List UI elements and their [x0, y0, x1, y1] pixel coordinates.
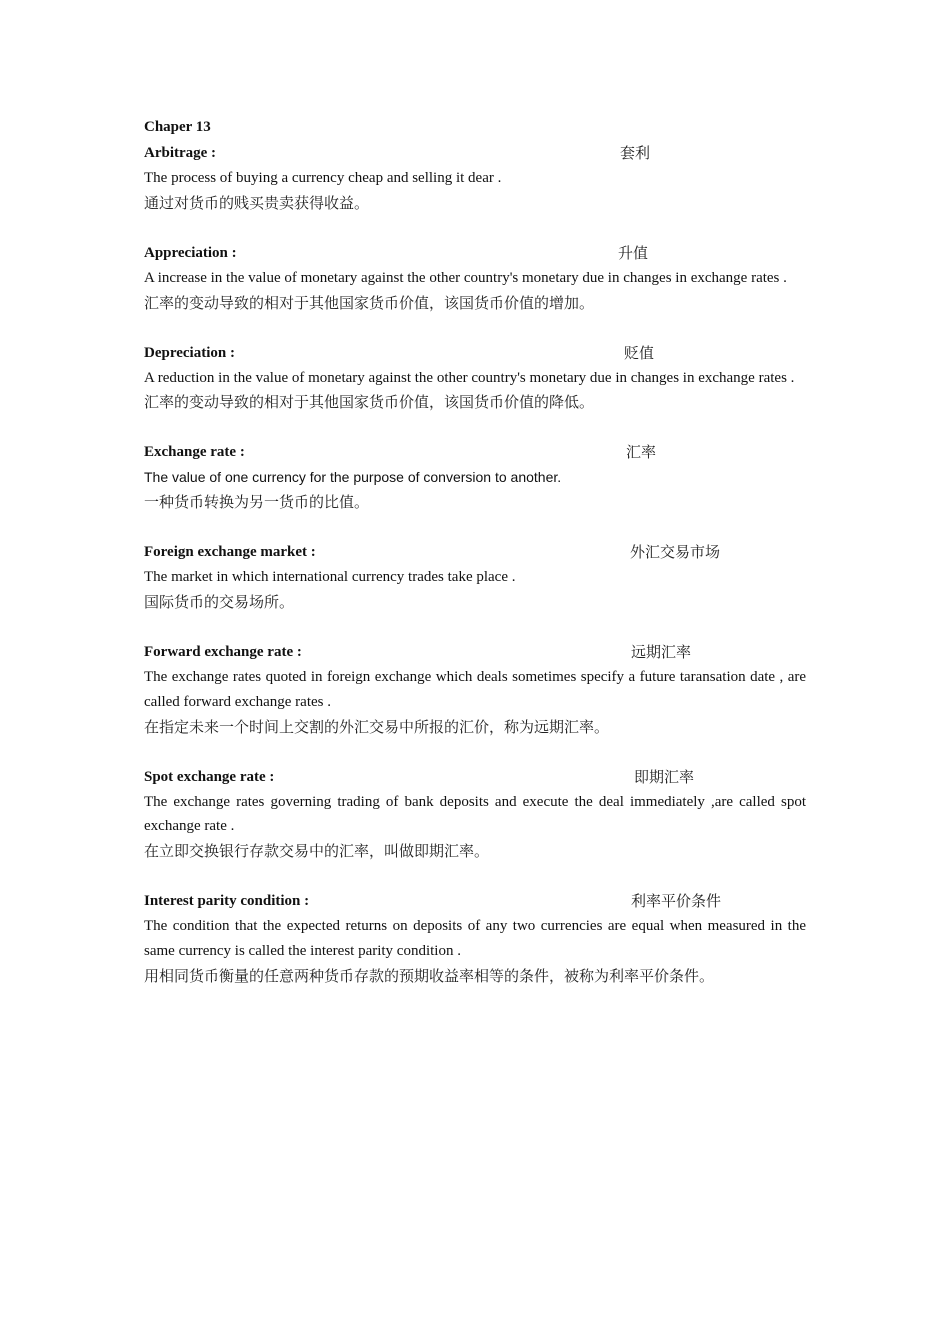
term-definition: The process of buying a currency cheap and selling it dear .: [144, 170, 502, 186]
term-definition: The market in which international currency trades take place .: [144, 569, 516, 586]
term-header: [144, 141, 806, 166]
term-chinese-definition: 在立即交换银行存款交易中的汇率，叫做即期汇率。: [144, 842, 490, 861]
term-header: [144, 765, 806, 790]
term-chinese-definition: 用相同货币衡量的任意两种货币存款的预期收益率相等的条件，被称为利率平价条件。: [144, 966, 715, 985]
term-name: Foreign exchange market :: [144, 544, 316, 561]
term-entry-interest-parity-condition: [144, 889, 806, 988]
term-chinese-name: 汇率: [626, 443, 657, 462]
term-header: [144, 440, 806, 465]
document-page: [144, 117, 806, 1014]
term-definition: The exchange rates quoted in foreign exchange which deals sometimes specify a future taransation date , are called forward exchange rates .: [144, 668, 806, 710]
term-name: Depreciation :: [144, 344, 235, 361]
term-header: [144, 640, 806, 665]
term-chinese-name: 升值: [618, 243, 649, 262]
term-chinese-name: 即期汇率: [634, 767, 695, 786]
term-definition: A reduction in the value of monetary against the other country's monetary due in changes in exchange rates .: [144, 369, 795, 386]
term-entry-depreciation: [144, 341, 806, 415]
term-definition: The condition that the expected returns on deposits of any two currencies are equal when measured in the same currency is called the interest parity condition .: [144, 918, 806, 959]
term-chinese-definition: 一种货币转换为另一货币的比值。: [144, 493, 370, 512]
term-header: [144, 889, 806, 914]
term-name: Spot exchange rate :: [144, 768, 275, 785]
term-entry-forward-exchange-rate: [144, 640, 806, 739]
term-header: [144, 241, 806, 266]
term-name: Appreciation :: [144, 244, 237, 261]
chapter-title: Chaper 13: [144, 119, 211, 135]
term-name: Interest parity condition :: [144, 893, 310, 910]
term-chinese-name: 贬值: [624, 343, 655, 362]
term-entry-arbitrage: [144, 141, 806, 215]
term-definition: The exchange rates governing trading of bank deposits and execute the deal immediately ,are called spot exchange rate .: [144, 793, 806, 835]
term-header: [144, 540, 806, 565]
term-chinese-definition: 汇率的变动导致的相对于其他国家货币价值，该国货币价值的降低。: [144, 393, 595, 412]
term-chinese-name: 利率平价条件: [631, 892, 722, 911]
term-chinese-name: 套利: [620, 144, 651, 162]
term-name: Exchange rate :: [144, 444, 245, 461]
term-header: [144, 341, 806, 366]
term-name: Arbitrage :: [144, 145, 217, 161]
term-entry-spot-exchange-rate: [144, 765, 806, 864]
term-chinese-definition: 汇率的变动导致的相对于其他国家货币价值，该国货币价值的增加。: [144, 293, 595, 312]
term-entry-exchange-rate: [144, 440, 806, 514]
term-entry-appreciation: [144, 241, 806, 315]
term-chinese-definition: 在指定未来一个时间上交割的外汇交易中所报的汇价，称为远期汇率。: [144, 717, 610, 736]
term-chinese-definition: 国际货币的交易场所。: [144, 592, 295, 611]
term-chinese-name: 外汇交易市场: [630, 543, 721, 562]
term-chinese-name: 远期汇率: [631, 642, 692, 661]
term-definition: A increase in the value of monetary against the other country's monetary due in changes in exchange rates .: [144, 269, 787, 286]
term-definition: The value of one currency for the purpose of conversion to another.: [144, 469, 562, 486]
term-name: Forward exchange rate :: [144, 643, 302, 660]
term-entry-foreign-exchange-market: [144, 540, 806, 614]
term-chinese-definition: 通过对货币的贱买贵卖获得收益。: [144, 193, 370, 212]
